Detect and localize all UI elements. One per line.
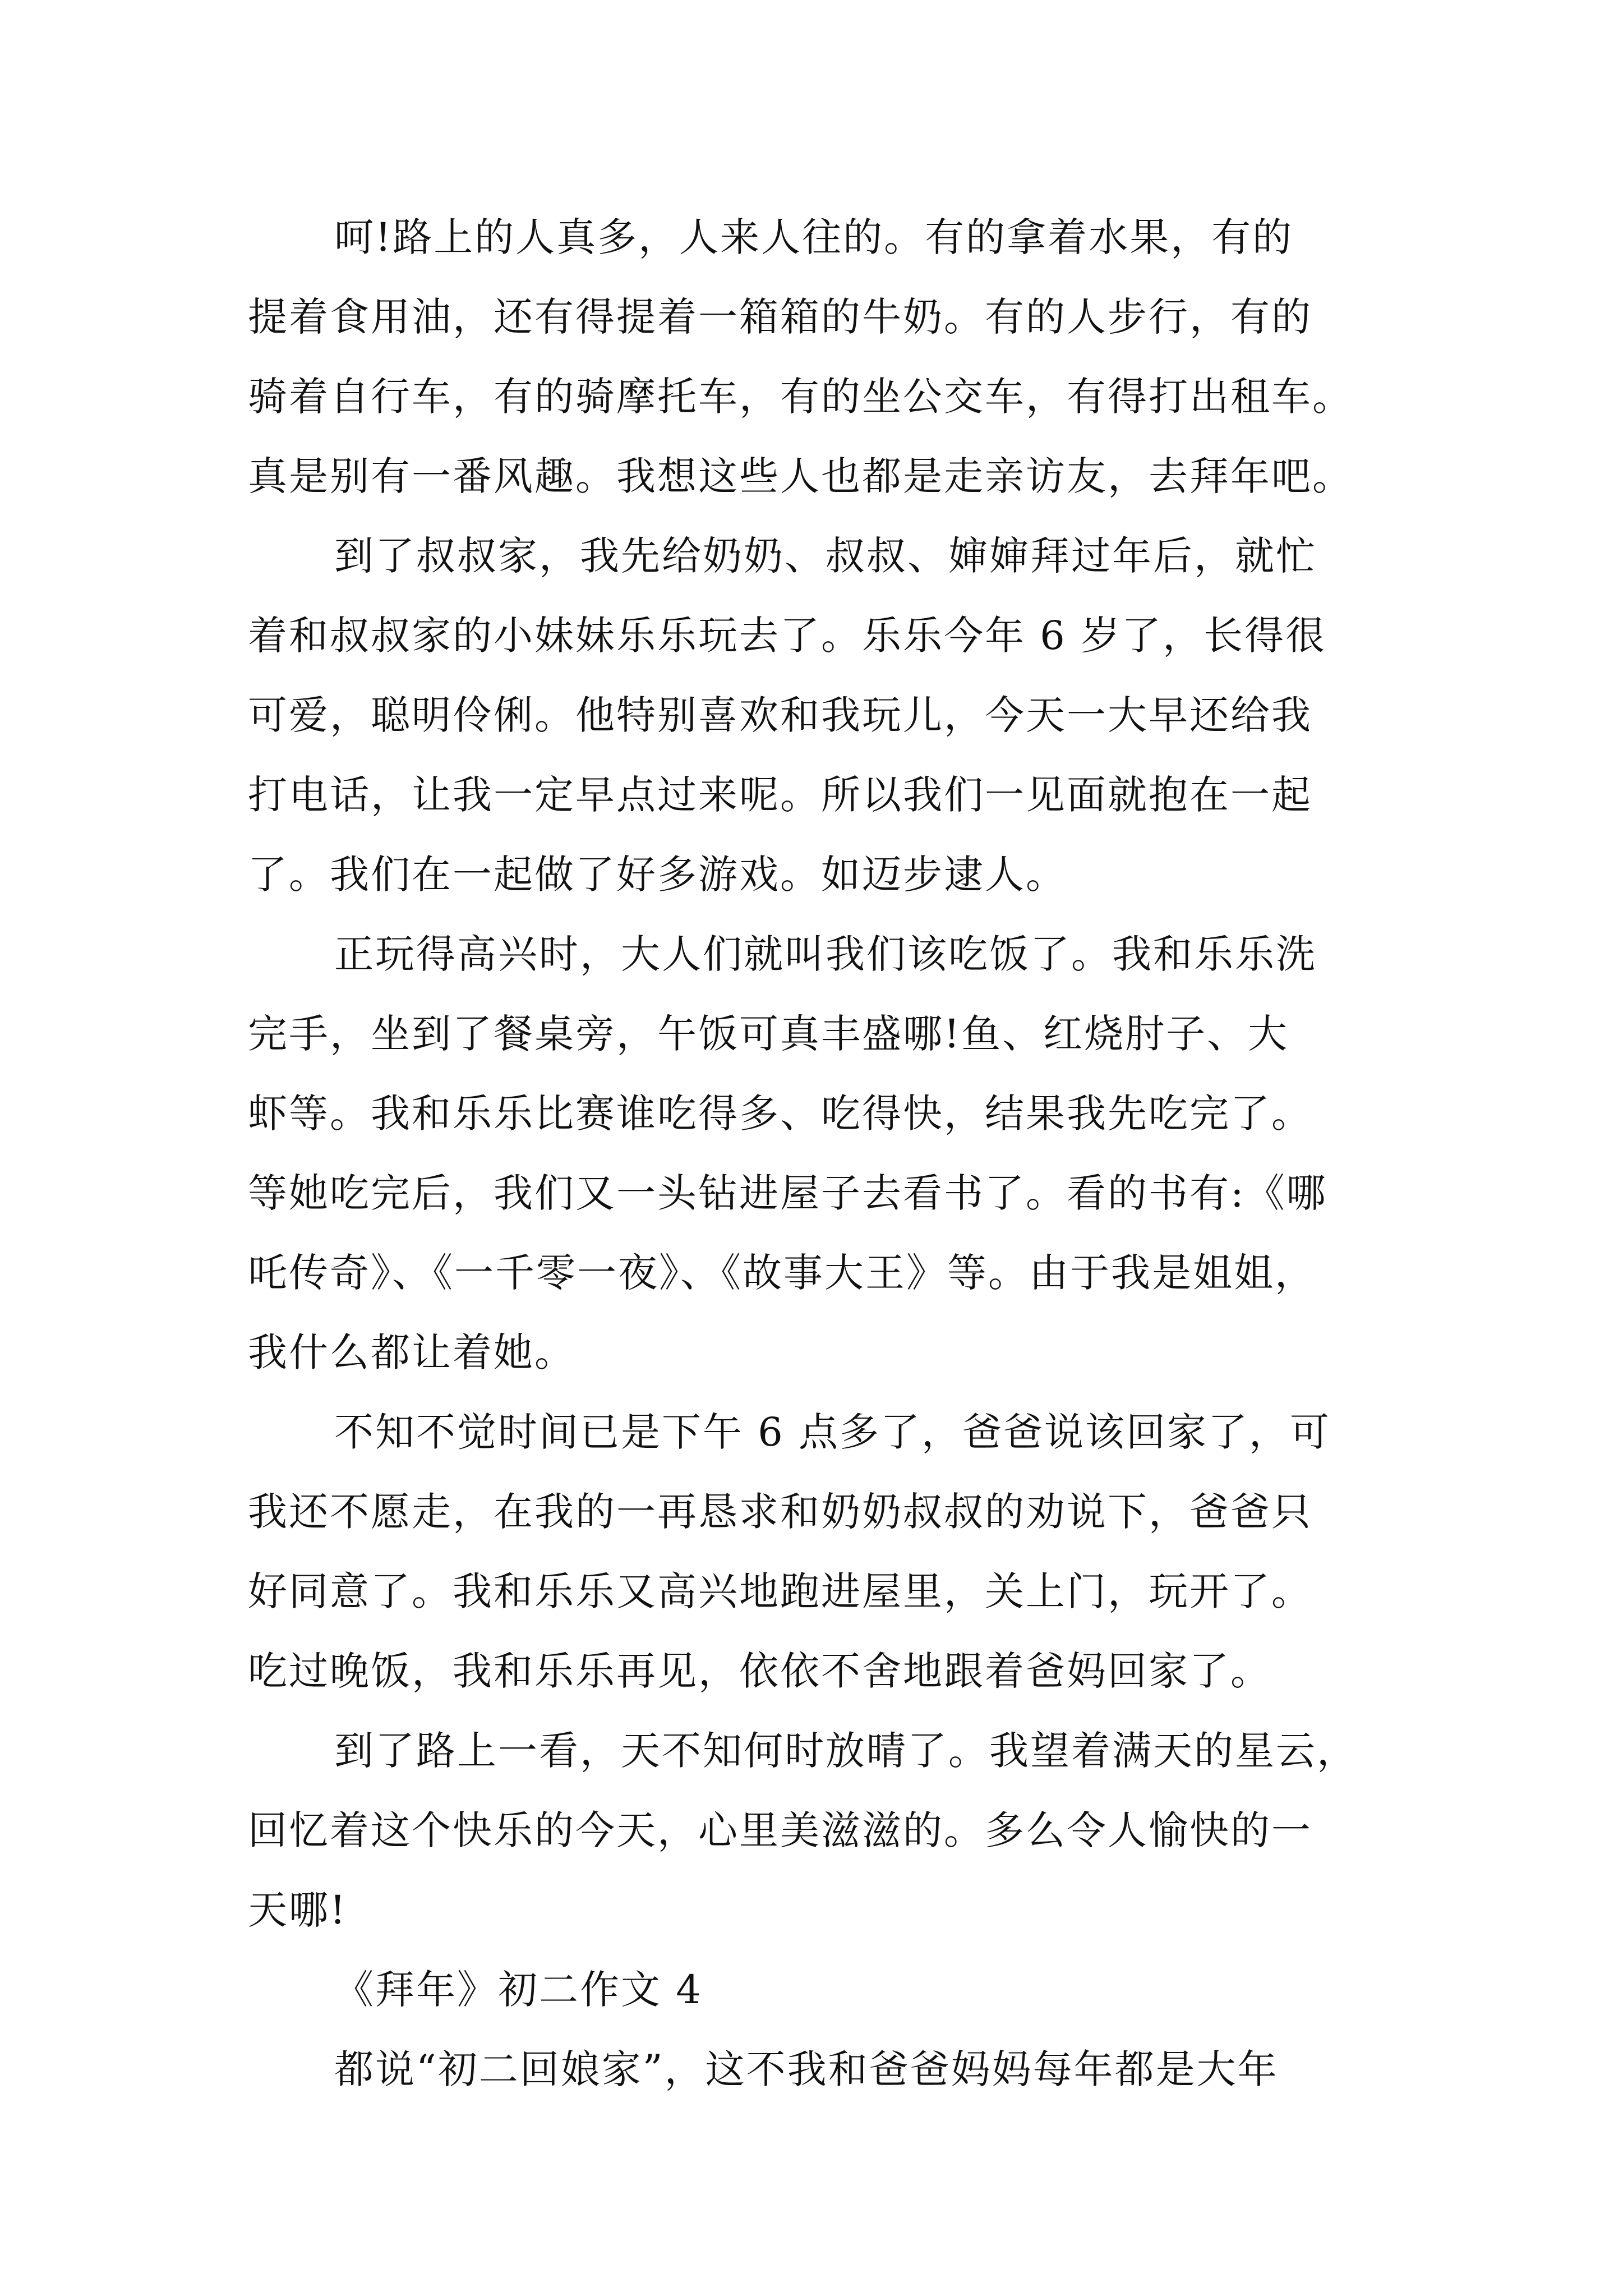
text-line: 吒传奇》、《一千零一夜》、《故事大王》等。由于我是姐姐，	[248, 1250, 1316, 1296]
text-line: 可爱，聪明伶俐。他特别喜欢和我玩儿，今天一大早还给我	[248, 692, 1312, 738]
text-line: 着和叔叔家的小妹妹乐乐玩去了。乐乐今年 6 岁了，长得很	[248, 613, 1327, 659]
paragraph-1	[248, 197, 1381, 516]
paragraph-4	[248, 1392, 1381, 1711]
section-title: 《拜年》初二作文 4	[334, 1967, 703, 2013]
paragraph-start-line: 都说“初二回娘家”，这不我和爸爸妈妈每年都是大年	[334, 2046, 1279, 2092]
paragraph-2	[248, 516, 1381, 914]
text-line: 提着食用油，还有得提着一箱箱的牛奶。有的人步行，有的	[248, 294, 1312, 340]
text-line: 骑着自行车，有的骑摩托车，有的坐公交车，有得打出租车。	[248, 374, 1353, 420]
text-line: 我还不愿走，在我的一再恳求和奶奶叔叔的劝说下，爸爸只	[248, 1489, 1312, 1535]
text-line: 呵!路上的人真多，人来人往的。有的拿着水果，有的	[334, 214, 1294, 260]
text-line: 真是别有一番风趣。我想这些人也都是走亲访友，去拜年吧。	[248, 453, 1353, 499]
text-line: 打电话，让我一定早点过来呢。所以我们一见面就抱在一起	[248, 772, 1312, 818]
text-line: 我什么都让着她。	[248, 1329, 575, 1375]
text-line: 好同意了。我和乐乐又高兴地跑进屋里，关上门，玩开了。	[248, 1568, 1312, 1614]
text-line: 到了叔叔家，我先给奶奶、叔叔、婶婶拜过年后，就忙	[334, 533, 1317, 579]
text-line: 回忆着这个快乐的今天，心里美滋滋的。多么令人愉快的一	[248, 1807, 1312, 1853]
text-line: 虾等。我和乐乐比赛谁吃得多、吃得快，结果我先吃完了。	[248, 1091, 1312, 1137]
text-line: 完手，坐到了餐桌旁，午饭可真丰盛哪!鱼、红烧肘子、大	[248, 1011, 1289, 1057]
text-line: 了。我们在一起做了好多游戏。如迈步逮人。	[248, 852, 1067, 898]
text-line: 天哪!	[248, 1887, 348, 1933]
text-line: 到了路上一看，天不知何时放晴了。我望着满天的星云，	[334, 1728, 1358, 1774]
essay-text	[248, 197, 1381, 2109]
paragraph-5	[248, 1711, 1381, 1950]
text-line: 不知不觉时间已是下午 6 点多了，爸爸说该回家了，可	[334, 1409, 1331, 1455]
text-line: 吃过晚饭，我和乐乐再见，依依不舍地跟着爸妈回家了。	[248, 1648, 1271, 1694]
text-line: 等她吃完后，我们又一头钻进屋子去看书了。看的书有:《哪	[248, 1170, 1327, 1216]
paragraph-3	[248, 914, 1381, 1392]
text-line: 正玩得高兴时，大人们就叫我们该吃饭了。我和乐乐洗	[334, 931, 1317, 977]
